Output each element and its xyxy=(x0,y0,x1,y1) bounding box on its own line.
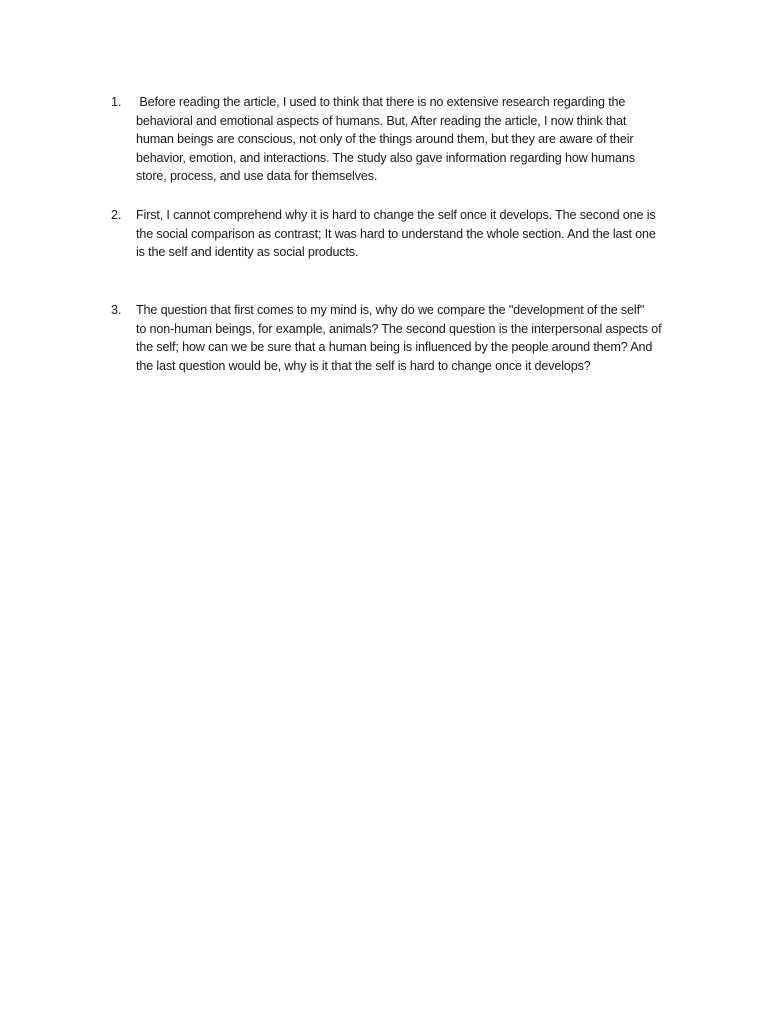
text-line: store, process, and use data for themselves. xyxy=(136,169,378,184)
text-line: the last question would be, why is it that the self is hard to change once it develops? xyxy=(136,358,591,373)
list-item xyxy=(111,301,671,375)
text-line: behavioral and emotional aspects of humans. But, After reading the article, I now think that xyxy=(136,113,627,128)
item-text xyxy=(136,301,671,375)
item-number: 1. xyxy=(111,95,122,109)
text-line: First, I cannot comprehend why it is hard to change the self once it develops. The second one is xyxy=(136,208,656,222)
text-line: the social comparison as contrast; It was hard to understand the whole section. And the last one xyxy=(136,226,656,241)
text-line: behavior, emotion, and interactions. The study also gave information regarding how humans xyxy=(136,150,635,165)
text-line: Before reading the article, I used to think that there is no extensive research regarding the xyxy=(136,95,626,109)
text-line: is the self and identity as social products. xyxy=(136,245,359,260)
list-item xyxy=(111,93,671,186)
text-line: The question that first comes to my mind is, why do we compare the "development of the self" xyxy=(136,303,645,317)
text-line: human beings are conscious, not only of the things around them, but they are aware of their xyxy=(136,132,634,147)
text-line: the self; how can we be sure that a human being is influenced by the people around them? And xyxy=(136,340,653,355)
item-number: 3. xyxy=(111,303,122,317)
item-text xyxy=(136,93,671,186)
text-line: to non-human beings, for example, animals? The second question is the interpersonal aspects of xyxy=(136,321,662,336)
item-number: 2. xyxy=(111,208,122,222)
item-text xyxy=(136,206,671,262)
list-item xyxy=(111,206,671,262)
